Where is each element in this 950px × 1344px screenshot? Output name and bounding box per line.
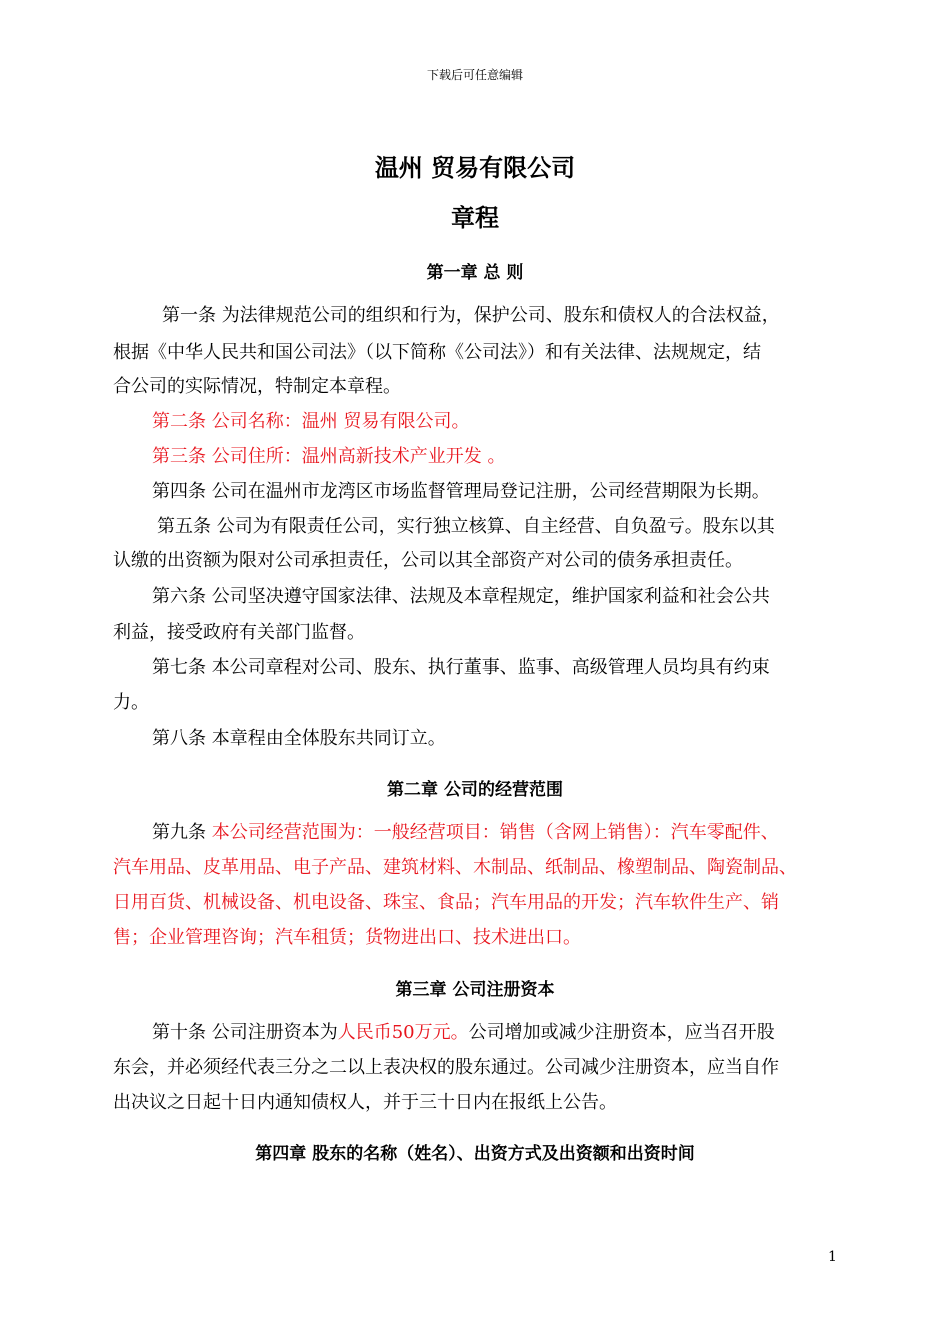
article-10-line-3: 出决议之日起十日内通知债权人，并于三十日内在报纸上公告。	[113, 1092, 617, 1113]
chapter-2-heading: 第二章 公司的经营范围	[387, 780, 563, 800]
article-1-line-1: 第一条 为法律规范公司的组织和行为，保护公司、股东和债权人的合法权益，	[162, 305, 780, 326]
article-5-line-1: 第五条 公司为有限责任公司，实行独立核算、自主经营、自负盈亏。股东以其	[157, 516, 775, 537]
article-9-line-4: 售；企业管理咨询；汽车租赁；货物进出口、技术进出口。	[113, 927, 581, 948]
article-10-prefix: 第十条 公司注册资本为	[152, 1022, 338, 1043]
article-10-line-2: 东会，并必须经代表三分之二以上表决权的股东通过。公司减少注册资本，应当自作	[113, 1057, 779, 1078]
article-9-line-3: 日用百货、机械设备、机电设备、珠宝、食品；汽车用品的开发；汽车软件生产、销	[113, 892, 779, 913]
article-9-prefix: 第九条	[152, 822, 212, 843]
article-1-line-3: 合公司的实际情况，特制定本章程。	[113, 376, 401, 397]
article-7-line-1: 第七条 本公司章程对公司、股东、执行董事、监事、高级管理人员均具有约束	[152, 657, 770, 678]
article-1-line-2: 根据《中华人民共和国公司法》（以下简称《公司法》）和有关法律、法规规定，结	[113, 342, 761, 363]
document-title: 章程	[451, 204, 499, 232]
article-2: 第二条 公司名称：温州 贸易有限公司。	[152, 411, 470, 432]
article-8: 第八条 本章程由全体股东共同订立。	[152, 728, 446, 749]
page-number: 1	[828, 1249, 837, 1265]
article-6-line-1: 第六条 公司坚决遵守国家法律、法规及本章程规定，维护国家利益和社会公共	[152, 586, 770, 607]
article-5-line-2: 认缴的出资额为限对公司承担责任，公司以其全部资产对公司的债务承担责任。	[113, 550, 743, 571]
article-10-line-1	[152, 1021, 892, 1045]
article-9-line-1	[152, 821, 892, 845]
registered-capital: 人民币50万元。	[337, 1022, 469, 1043]
article-10-rest: 公司增加或减少注册资本，应当召开股	[468, 1022, 775, 1043]
article-3: 第三条 公司住所：温州高新技术产业开发 。	[152, 446, 506, 467]
chapter-3-heading: 第三章 公司注册资本	[395, 980, 555, 1000]
article-9-line-2: 汽车用品、皮革用品、电子产品、建筑材料、木制品、纸制品、橡塑制品、陶瓷制品、	[113, 857, 797, 878]
article-6-line-2: 利益，接受政府有关部门监督。	[113, 622, 365, 643]
header-note: 下载后可任意编辑	[426, 68, 523, 82]
chapter-1-heading: 第一章 总 则	[426, 263, 524, 283]
article-4: 第四条 公司在温州市龙湾区市场监督管理局登记注册，公司经营期限为长期。	[152, 481, 770, 502]
article-9-scope: 本公司经营范围为：一般经营项目：销售（含网上销售）：汽车零配件、	[211, 822, 779, 843]
chapter-4-heading: 第四章 股东的名称（姓名）、出资方式及出资额和出资时间	[255, 1144, 695, 1164]
company-title: 温州 贸易有限公司	[374, 154, 576, 182]
article-7-line-2: 力。	[113, 692, 149, 713]
